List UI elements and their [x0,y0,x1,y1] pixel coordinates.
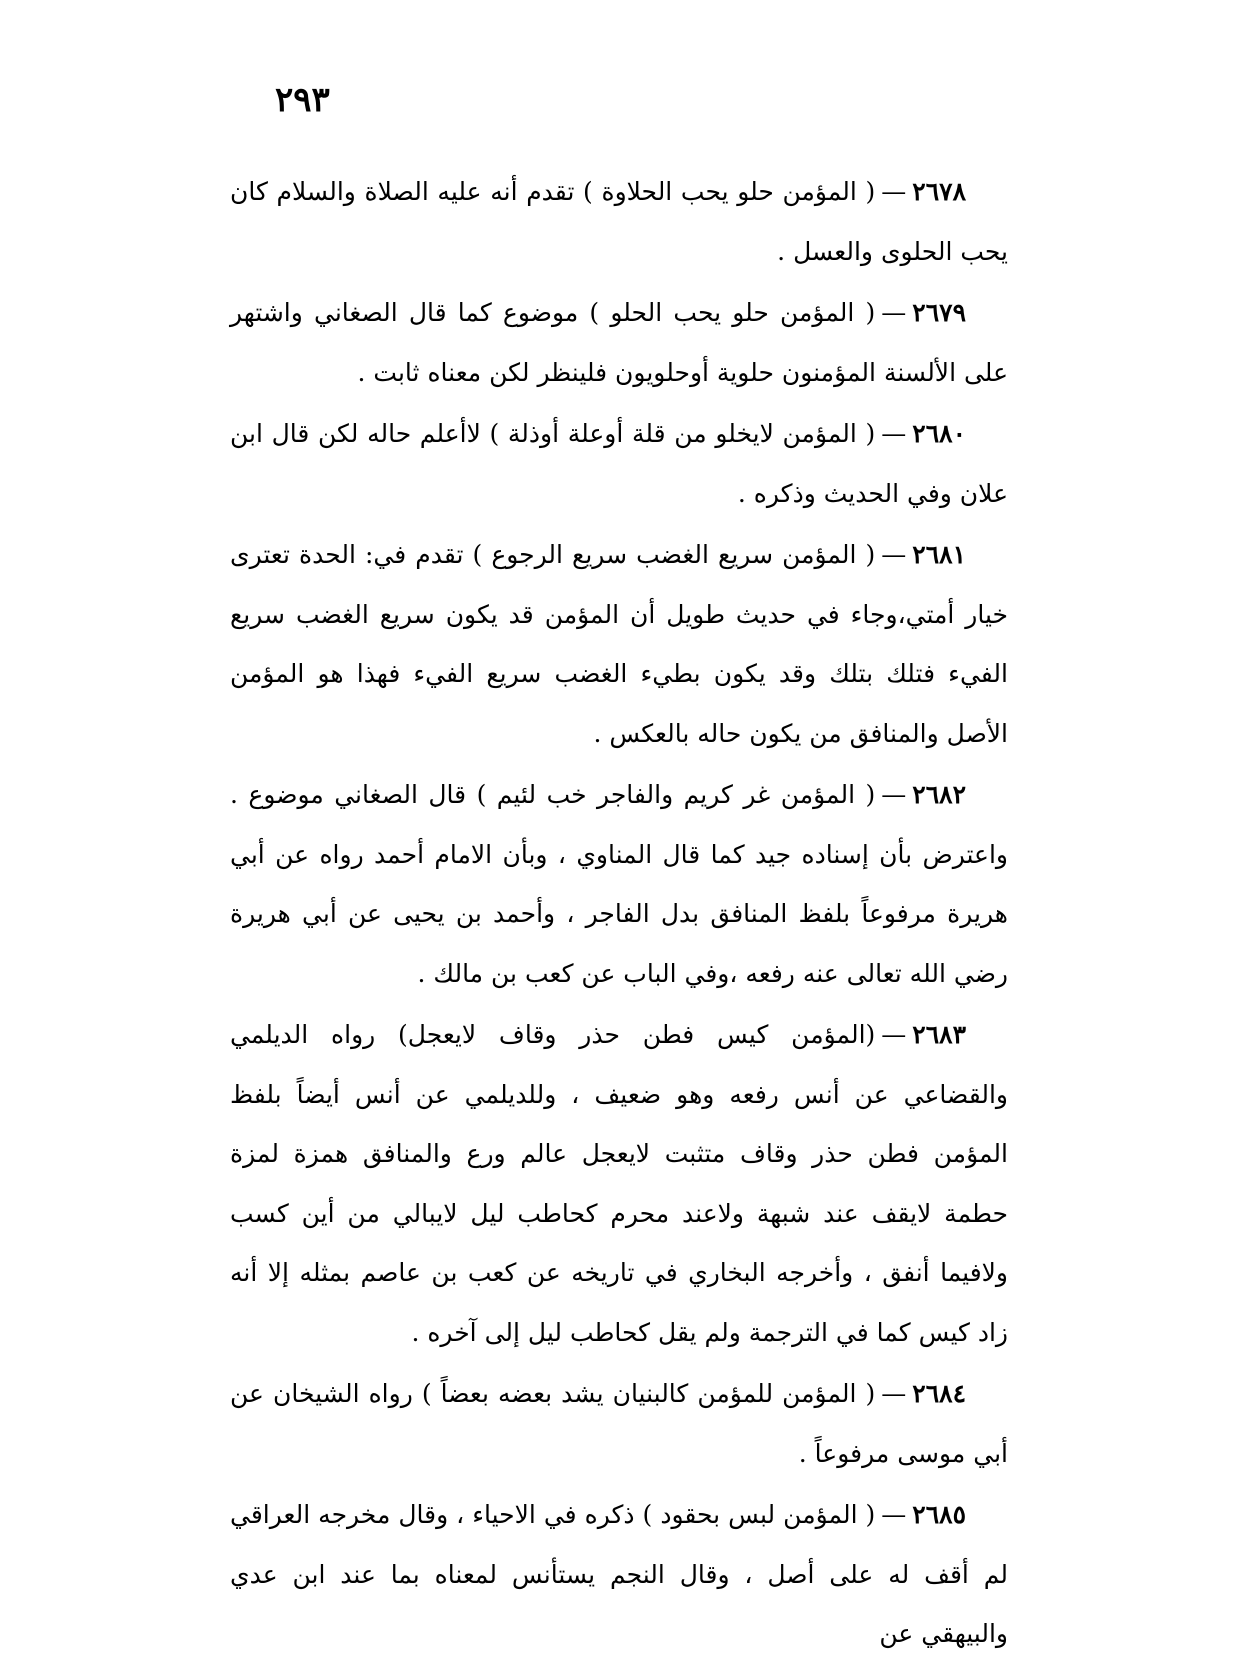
entry-2679 [230,283,1008,402]
entry-2685 [230,1485,1008,1664]
entry-number: ٢٦٨٥ [912,1500,966,1529]
entry-separator: — [881,780,907,809]
entry-text: ( المؤمن سريع الغضب سريع الرجوع ) تقدم في: الحدة تعترى خيار أمتي،وجاء في حديث طويل أن المؤمن قد يكون سريع الغضب سريع الفيء فتلك بتلك وقد يكون بطيء الغضب سريع الفيء فهذا هو المؤمن الأصل والمنافق من يكون حاله بالعكس . [230,540,1008,748]
entry-text: (المؤمن كيس فطن حذر وقاف لايعجل) رواه الديلمي والقضاعي عن أنس رفعه وهو ضعيف ، وللديلمي عن أنس أيضاً بلفظ المؤمن فطن حذر وقاف متثبت لايعجل عالم ورع والمنافق همزة لمزة حطمة لايقف عند شبهة ولاعند محرم كحاطب ليل لايبالي من أين كسب ولافيما أنفق ، وأخرجه البخاري في تاريخه عن كعب بن عاصم بمثله إلا أنه زاد كيس كما في الترجمة ولم يقل كحاطب ليل إلى آخره . [230,1020,1008,1347]
document-page [230,70,1008,1648]
entry-separator: — [881,1020,907,1049]
entry-separator: — [881,1500,907,1529]
entry-2684 [230,1364,1008,1483]
entry-number: ٢٦٨٣ [912,1020,966,1049]
entry-separator: — [881,1379,907,1408]
entry-separator: — [881,419,907,448]
entry-number: ٢٦٧٩ [912,298,966,327]
entry-text: ( المؤمن لبس بحقود ) ذكره في الاحياء ، وقال مخرجه العراقي لم أقف له على أصل ، وقال النجم يستأنس لمعناه بما عند ابن عدي والبيهقي عن [230,1500,1008,1648]
entries-list [230,162,1008,1666]
entry-text: ( المؤمن لايخلو من قلة أوعلة أوذلة ) لاأعلم حاله لكن قال ابن علان وفي الحديث وذكره . [230,419,1008,508]
entry-number: ٢٦٧٨ [912,177,966,206]
entry-2678 [230,162,1008,281]
entry-2680 [230,404,1008,523]
entry-separator: — [881,298,907,327]
entry-separator: — [881,540,907,569]
entry-separator: — [881,177,907,206]
entry-2683 [230,1005,1008,1362]
entry-text: ( المؤمن غر كريم والفاجر خب لئيم ) قال الصغاني موضوع . واعترض بأن إسناده جيد كما قال المناوي ، وبأن الامام أحمد رواه عن أبي هريرة مرفوعاً بلفظ المنافق بدل الفاجر ، وأحمد بن يحيى عن أبي هريرة رضي الله تعالى عنه رفعه ،وفي الباب عن كعب بن مالك . [230,780,1008,988]
entry-text: ( المؤمن للمؤمن كالبنيان يشد بعضه بعضاً ) رواه الشيخان عن أبي موسى مرفوعاً . [230,1379,1008,1468]
entry-number: ٢٦٨٠ [912,419,966,448]
entry-number: ٢٦٨٤ [912,1379,966,1408]
entry-2681 [230,525,1008,763]
entry-text: ( المؤمن حلو يحب الحلو ) موضوع كما قال الصغاني واشتهر على الألسنة المؤمنون حلوية أوحلويون فلينظر لكن معناه ثابت . [230,298,1008,387]
entry-2682 [230,765,1008,1003]
page-number: ٢٩٣ [275,80,330,120]
entry-text: ( المؤمن حلو يحب الحلاوة ) تقدم أنه عليه الصلاة والسلام كان يحب الحلوى والعسل . [230,177,1008,266]
entry-number: ٢٦٨٢ [912,780,966,809]
entry-number: ٢٦٨١ [912,540,966,569]
